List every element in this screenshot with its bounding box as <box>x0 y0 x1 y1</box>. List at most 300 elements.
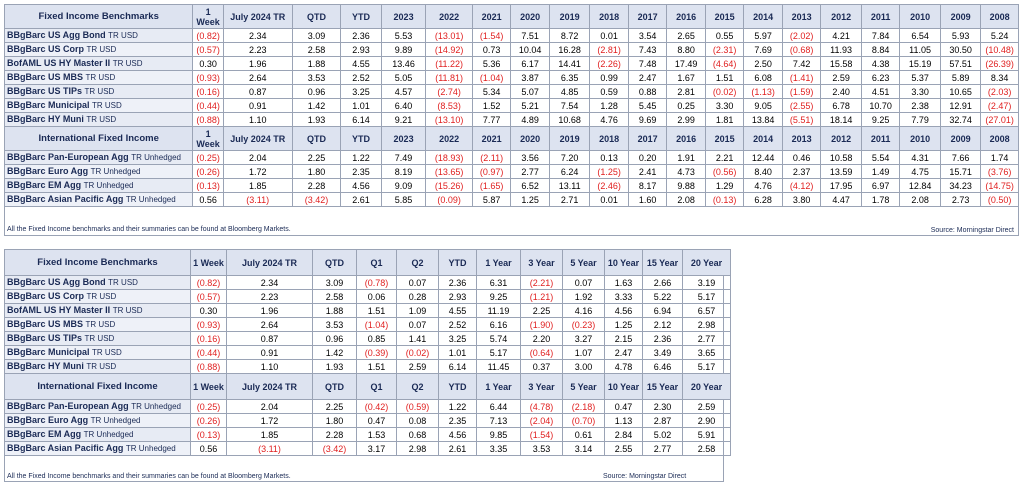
return-value: 0.85 <box>357 332 397 346</box>
benchmark-name: BBgBarc Asian Pacific Agg TR Unhedged <box>5 193 193 207</box>
return-value: (1.59) <box>782 85 820 99</box>
return-value: 4.21 <box>821 29 862 43</box>
header-row <box>5 374 731 400</box>
return-value: 6.97 <box>861 179 899 193</box>
return-value: 2.21 <box>705 151 743 165</box>
return-value: 5.74 <box>477 332 521 346</box>
return-value: (0.13) <box>191 428 227 442</box>
return-value: (2.46) <box>590 179 628 193</box>
column-header: 2010 <box>900 5 941 29</box>
return-value: (3.11) <box>223 193 292 207</box>
return-value: 6.46 <box>643 360 683 374</box>
return-value: 0.01 <box>590 29 628 43</box>
return-value: 2.40 <box>821 85 862 99</box>
return-value: 4.38 <box>861 57 899 71</box>
return-value: 5.17 <box>477 346 521 360</box>
return-value: 2.04 <box>227 400 313 414</box>
return-value: 3.87 <box>511 71 549 85</box>
return-value: 6.31 <box>477 276 521 290</box>
return-value: 1.22 <box>341 151 382 165</box>
benchmark-name: BofAML US HY Master II TR USD <box>5 57 193 71</box>
return-value: 7.20 <box>549 151 590 165</box>
return-value: 7.54 <box>549 99 590 113</box>
return-value: 4.51 <box>861 85 899 99</box>
table-row <box>5 29 1019 43</box>
return-value: 7.42 <box>782 57 820 71</box>
return-value: 1.93 <box>313 360 357 374</box>
return-value: 3.65 <box>683 346 731 360</box>
return-value: (2.47) <box>981 99 1019 113</box>
return-value: (0.88) <box>193 113 223 127</box>
return-value: 13.11 <box>549 179 590 193</box>
return-value: 9.25 <box>861 113 899 127</box>
benchmark-suffix: TR USD <box>84 87 115 96</box>
return-value: 0.59 <box>590 85 628 99</box>
return-value: (1.54) <box>472 29 510 43</box>
return-value: (14.92) <box>426 43 473 57</box>
return-value: 5.22 <box>643 290 683 304</box>
benchmark-name: BBgBarc US TIPs TR USD <box>5 332 191 346</box>
return-value: 2.77 <box>683 332 731 346</box>
return-value: 9.09 <box>381 179 426 193</box>
column-header: 5 Year <box>563 250 605 276</box>
return-value: 2.71 <box>549 193 590 207</box>
return-value: (0.44) <box>193 99 223 113</box>
column-header: 2020 <box>511 5 549 29</box>
return-value: 7.69 <box>744 43 782 57</box>
return-value: 3.35 <box>477 442 521 456</box>
return-value: 1.80 <box>313 414 357 428</box>
return-value: 4.55 <box>439 304 477 318</box>
column-header: 2017 <box>628 5 666 29</box>
return-value: 1.22 <box>439 400 477 414</box>
return-value: 7.66 <box>940 151 981 165</box>
return-value: 1.13 <box>605 414 643 428</box>
return-value: (2.74) <box>426 85 473 99</box>
return-value: 1.07 <box>563 346 605 360</box>
return-value: 8.19 <box>381 165 426 179</box>
return-value: 1.28 <box>590 99 628 113</box>
column-header: July 2024 TR <box>227 374 313 400</box>
return-value: 4.16 <box>563 304 605 318</box>
return-value: (0.39) <box>357 346 397 360</box>
benchmark-name: BBgBarc Pan-European Agg TR Unhedged <box>5 151 193 165</box>
return-value: (13.01) <box>426 29 473 43</box>
return-value: 8.40 <box>744 165 782 179</box>
benchmark-name: BBgBarc US Agg Bond TR USD <box>5 29 193 43</box>
return-value: 1.53 <box>357 428 397 442</box>
return-value: 2.25 <box>521 304 563 318</box>
benchmark-suffix: TR USD <box>85 73 116 82</box>
return-value: (0.23) <box>563 318 605 332</box>
return-value: 2.52 <box>439 318 477 332</box>
column-header: 2021 <box>472 127 510 151</box>
benchmark-suffix: TR USD <box>108 31 138 40</box>
benchmark-suffix: TR USD <box>86 115 117 124</box>
return-value: 3.09 <box>292 29 341 43</box>
return-value: 2.23 <box>223 43 292 57</box>
return-value: 2.23 <box>227 290 313 304</box>
return-value: (0.59) <box>397 400 439 414</box>
return-value: 2.15 <box>605 332 643 346</box>
table-row <box>5 332 731 346</box>
return-value: 10.70 <box>861 99 899 113</box>
table-row <box>5 193 1019 207</box>
return-value: 8.84 <box>861 43 899 57</box>
column-header: 2009 <box>940 5 981 29</box>
benchmark-suffix: TR USD <box>108 278 138 287</box>
return-value: 1.96 <box>227 304 313 318</box>
return-value: (11.81) <box>426 71 473 85</box>
return-value: 2.58 <box>313 290 357 304</box>
return-value: 16.28 <box>549 43 590 57</box>
return-value: 30.50 <box>940 43 981 57</box>
return-value: 1.10 <box>227 360 313 374</box>
column-header: 2017 <box>628 127 666 151</box>
column-header: 2019 <box>549 127 590 151</box>
return-value: 6.78 <box>821 99 862 113</box>
benchmark-suffix: TR Unhedged <box>131 402 181 411</box>
benchmark-suffix: TR Unhedged <box>90 416 141 425</box>
benchmark-name: BBgBarc EM Agg TR Unhedged <box>5 428 191 442</box>
benchmark-suffix: TR USD <box>92 101 122 110</box>
return-value: 6.16 <box>477 318 521 332</box>
table-row <box>5 290 731 304</box>
return-value: 1.80 <box>292 165 341 179</box>
column-header: 1 Year <box>477 250 521 276</box>
return-value: (15.26) <box>426 179 473 193</box>
return-value: 17.95 <box>821 179 862 193</box>
return-value: (0.02) <box>705 85 743 99</box>
column-header: 2011 <box>861 127 899 151</box>
return-value: 0.08 <box>397 414 439 428</box>
return-value: 2.90 <box>683 414 731 428</box>
return-value: 5.02 <box>643 428 683 442</box>
benchmark-name: BBgBarc HY Muni TR USD <box>5 360 191 374</box>
benchmark-suffix: TR USD <box>84 334 115 343</box>
return-value: 7.77 <box>472 113 510 127</box>
return-value: 5.17 <box>683 360 731 374</box>
return-value: (0.26) <box>193 165 223 179</box>
return-value: 3.14 <box>563 442 605 456</box>
return-value: (0.97) <box>472 165 510 179</box>
column-header: 15 Year <box>643 250 683 276</box>
return-value: 3.53 <box>521 442 563 456</box>
return-value: (0.42) <box>357 400 397 414</box>
return-value: 4.56 <box>341 179 382 193</box>
return-value: 2.58 <box>683 442 731 456</box>
return-value: 1.09 <box>397 304 439 318</box>
return-value: 2.61 <box>439 442 477 456</box>
return-value: 1.74 <box>981 151 1019 165</box>
return-value: 9.21 <box>381 113 426 127</box>
return-value: (2.11) <box>472 151 510 165</box>
return-value: (13.65) <box>426 165 473 179</box>
table-row <box>5 151 1019 165</box>
return-value: 2.64 <box>227 318 313 332</box>
return-value: 6.24 <box>549 165 590 179</box>
benchmark-name: BBgBarc EM Agg TR Unhedged <box>5 179 193 193</box>
return-value: 7.13 <box>477 414 521 428</box>
column-header: 5 Year <box>563 374 605 400</box>
column-header: 3 Year <box>521 374 563 400</box>
column-header: Q1 <box>357 250 397 276</box>
return-value: 6.23 <box>861 71 899 85</box>
return-value: 5.05 <box>381 71 426 85</box>
return-value: 5.93 <box>940 29 981 43</box>
return-value: 10.04 <box>511 43 549 57</box>
return-value: 2.73 <box>940 193 981 207</box>
return-value: (0.25) <box>191 400 227 414</box>
return-value: 4.78 <box>605 360 643 374</box>
return-value: 3.25 <box>439 332 477 346</box>
return-value: 9.69 <box>628 113 666 127</box>
return-value: 4.55 <box>341 57 382 71</box>
return-value: 1.41 <box>397 332 439 346</box>
benchmark-name: BBgBarc US Corp TR USD <box>5 43 193 57</box>
column-header: 10 Year <box>605 250 643 276</box>
return-value: 0.55 <box>705 29 743 43</box>
return-value: 0.68 <box>397 428 439 442</box>
return-value: 1.29 <box>705 179 743 193</box>
benchmark-suffix: TR USD <box>85 320 116 329</box>
return-value: (1.13) <box>744 85 782 99</box>
table-row <box>5 43 1019 57</box>
return-value: 8.17 <box>628 179 666 193</box>
return-value: 2.77 <box>643 442 683 456</box>
column-header: YTD <box>341 127 382 151</box>
return-value: 0.96 <box>292 85 341 99</box>
table-row <box>5 113 1019 127</box>
return-value: 3.00 <box>563 360 605 374</box>
return-value: 1.25 <box>511 193 549 207</box>
column-header: 20 Year <box>683 374 731 400</box>
section-title: International Fixed Income <box>5 374 191 400</box>
column-header: July 2024 TR <box>227 250 313 276</box>
return-value: 6.57 <box>683 304 731 318</box>
return-value: 5.36 <box>472 57 510 71</box>
return-value: 3.19 <box>683 276 731 290</box>
return-value: (0.16) <box>193 85 223 99</box>
return-value: 5.34 <box>472 85 510 99</box>
column-header: 2016 <box>667 127 705 151</box>
column-header: 2013 <box>782 5 820 29</box>
return-value: 6.28 <box>744 193 782 207</box>
return-value: (1.04) <box>472 71 510 85</box>
return-value: 0.25 <box>667 99 705 113</box>
return-value: 8.80 <box>667 43 705 57</box>
return-value: (0.88) <box>191 360 227 374</box>
section-title: Fixed Income Benchmarks <box>5 250 191 276</box>
table-row <box>5 276 731 290</box>
return-value: 1.88 <box>292 57 341 71</box>
return-value: (3.42) <box>313 442 357 456</box>
return-value: 2.28 <box>313 428 357 442</box>
return-value: (10.48) <box>981 43 1019 57</box>
column-header: 2021 <box>472 5 510 29</box>
column-header: QTD <box>313 374 357 400</box>
column-header: 2018 <box>590 127 628 151</box>
return-value: 2.35 <box>439 414 477 428</box>
return-value: 2.35 <box>341 165 382 179</box>
benchmark-name: BBgBarc US TIPs TR USD <box>5 85 193 99</box>
column-header: QTD <box>292 5 341 29</box>
benchmark-name: BBgBarc US Agg Bond TR USD <box>5 276 191 290</box>
return-value: 5.37 <box>900 71 941 85</box>
table-row <box>5 57 1019 71</box>
return-value: 0.01 <box>590 193 628 207</box>
return-value: 0.37 <box>521 360 563 374</box>
return-value: 1.51 <box>357 304 397 318</box>
section-title: International Fixed Income <box>5 127 193 151</box>
return-value: 6.17 <box>511 57 549 71</box>
column-header: Q2 <box>397 250 439 276</box>
return-value: 2.59 <box>683 400 731 414</box>
benchmark-suffix: TR USD <box>86 292 117 301</box>
return-value: (0.56) <box>705 165 743 179</box>
return-value: 9.89 <box>381 43 426 57</box>
return-value: 10.68 <box>549 113 590 127</box>
return-value: 5.45 <box>628 99 666 113</box>
return-value: 5.87 <box>472 193 510 207</box>
benchmark-name: BBgBarc Municipal TR USD <box>5 346 191 360</box>
return-value: 34.23 <box>940 179 981 193</box>
benchmark-suffix: TR Unhedged <box>125 444 176 453</box>
source-note: Source: Morningstar Direct <box>930 227 1014 234</box>
return-value: (0.13) <box>705 193 743 207</box>
column-header: 2020 <box>511 127 549 151</box>
column-header: 1 Year <box>477 374 521 400</box>
return-value: 0.47 <box>357 414 397 428</box>
return-value: 5.21 <box>511 99 549 113</box>
return-value: 9.25 <box>477 290 521 304</box>
return-value: (0.26) <box>191 414 227 428</box>
return-value: (2.31) <box>705 43 743 57</box>
return-value: 0.07 <box>563 276 605 290</box>
return-value: 3.33 <box>605 290 643 304</box>
table-row <box>5 428 731 442</box>
return-value: 6.54 <box>900 29 941 43</box>
column-header: 1 Week <box>193 5 223 29</box>
return-value: 6.52 <box>511 179 549 193</box>
return-value: 0.30 <box>193 57 223 71</box>
return-value: (2.02) <box>782 29 820 43</box>
return-value: (2.21) <box>521 276 563 290</box>
return-value: 2.64 <box>223 71 292 85</box>
return-value: 11.45 <box>477 360 521 374</box>
return-value: 4.76 <box>744 179 782 193</box>
return-value: 13.59 <box>821 165 862 179</box>
return-value: (2.04) <box>521 414 563 428</box>
return-value: 2.93 <box>341 43 382 57</box>
return-value: 3.17 <box>357 442 397 456</box>
return-value: 1.10 <box>223 113 292 127</box>
column-header: 2010 <box>900 127 941 151</box>
benchmark-name: BBgBarc Pan-European Agg TR Unhedged <box>5 400 191 414</box>
benchmark-name: BofAML US HY Master II TR USD <box>5 304 191 318</box>
column-header: 2014 <box>744 5 782 29</box>
table-row <box>5 165 1019 179</box>
return-value: (0.25) <box>193 151 223 165</box>
column-header: 1 Week <box>193 127 223 151</box>
return-value: 2.04 <box>223 151 292 165</box>
return-value: 3.56 <box>511 151 549 165</box>
column-header: 2012 <box>821 127 862 151</box>
benchmark-suffix: TR USD <box>92 348 122 357</box>
return-value: 2.47 <box>605 346 643 360</box>
return-value: (2.18) <box>563 400 605 414</box>
return-value: 4.73 <box>667 165 705 179</box>
header-row <box>5 5 1019 29</box>
return-value: (1.25) <box>590 165 628 179</box>
return-value: (0.64) <box>521 346 563 360</box>
return-value: 7.51 <box>511 29 549 43</box>
source-note: Source: Morningstar Direct <box>603 473 687 480</box>
return-value: (3.76) <box>981 165 1019 179</box>
benchmark-suffix: TR Unhedged <box>83 430 134 439</box>
return-value: 2.81 <box>667 85 705 99</box>
return-value: 7.43 <box>628 43 666 57</box>
return-value: (4.78) <box>521 400 563 414</box>
return-value: 1.01 <box>439 346 477 360</box>
return-value: 5.54 <box>861 151 899 165</box>
return-value: 2.98 <box>683 318 731 332</box>
column-header: YTD <box>439 374 477 400</box>
return-value: 2.47 <box>628 71 666 85</box>
column-header: Q1 <box>357 374 397 400</box>
return-value: 11.93 <box>821 43 862 57</box>
return-value: 32.74 <box>940 113 981 127</box>
return-value: 11.05 <box>900 43 941 57</box>
header-row <box>5 127 1019 151</box>
return-value: 4.76 <box>590 113 628 127</box>
benchmark-name: BBgBarc US MBS TR USD <box>5 318 191 332</box>
return-value: 3.80 <box>782 193 820 207</box>
return-value: (4.64) <box>705 57 743 71</box>
column-header: QTD <box>292 127 341 151</box>
return-value: 13.46 <box>381 57 426 71</box>
return-value: 4.85 <box>549 85 590 99</box>
return-value: 1.92 <box>563 290 605 304</box>
return-value: 2.30 <box>643 400 683 414</box>
return-value: 3.49 <box>643 346 683 360</box>
returns-table-periods <box>4 249 731 456</box>
return-value: 2.55 <box>605 442 643 456</box>
return-value: 3.09 <box>313 276 357 290</box>
return-value: 15.19 <box>900 57 941 71</box>
column-header: 2014 <box>744 127 782 151</box>
return-value: (1.90) <box>521 318 563 332</box>
benchmark-name: BBgBarc Municipal TR USD <box>5 99 193 113</box>
return-value: 0.13 <box>590 151 628 165</box>
column-header: July 2024 TR <box>223 127 292 151</box>
return-value: 15.71 <box>940 165 981 179</box>
column-header: YTD <box>439 250 477 276</box>
benchmark-name: BBgBarc HY Muni TR USD <box>5 113 193 127</box>
return-value: 2.87 <box>643 414 683 428</box>
return-value: 2.77 <box>511 165 549 179</box>
return-value: 2.34 <box>227 276 313 290</box>
return-value: 1.88 <box>313 304 357 318</box>
return-value: 2.36 <box>643 332 683 346</box>
return-value: (1.54) <box>521 428 563 442</box>
column-header: 20 Year <box>683 250 731 276</box>
return-value: (0.09) <box>426 193 473 207</box>
column-header: 2022 <box>426 5 473 29</box>
return-value: 2.25 <box>292 151 341 165</box>
column-header: 2012 <box>821 5 862 29</box>
return-value: 1.93 <box>292 113 341 127</box>
